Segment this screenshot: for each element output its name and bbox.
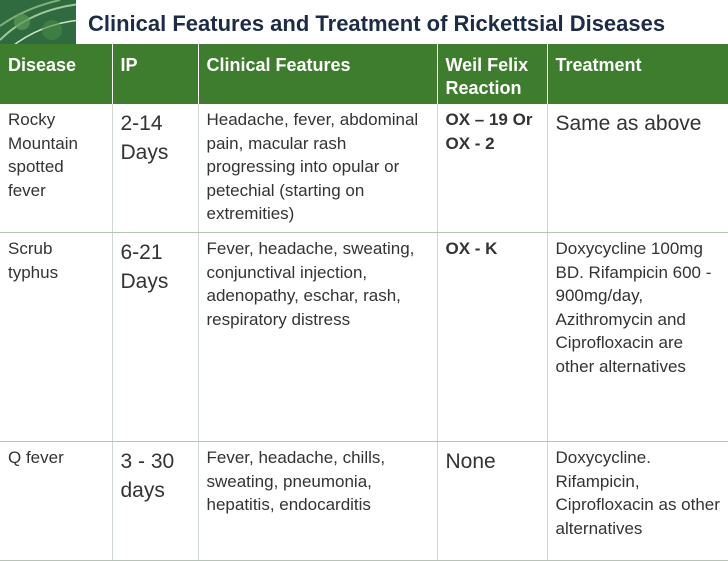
cell-ip: 2-14 Days <box>112 104 198 233</box>
leaf-pattern-icon <box>0 0 80 48</box>
cell-disease: Scrub typhus <box>0 233 112 442</box>
cell-weil-felix: None <box>437 442 547 561</box>
slide-logo <box>0 0 80 48</box>
header-clinical-features: Clinical Features <box>198 44 437 104</box>
cell-treatment: Doxycycline. Rifampicin, Ciprofloxacin as other alternatives <box>547 442 728 561</box>
cell-weil-felix: OX – 19 Or OX - 2 <box>437 104 547 233</box>
cell-weil-felix: OX - K <box>437 233 547 442</box>
cell-ip: 3 - 30 days <box>112 442 198 561</box>
table-row <box>0 233 728 442</box>
table-header-row <box>0 44 728 104</box>
cell-features: Headache, fever, abdominal pain, macular rash progressing into opular or petechial (starting on extremities) <box>198 104 437 233</box>
cell-features: Fever, headache, sweating, conjunctival injection, adenopathy, eschar, rash, respiratory distress <box>198 233 437 442</box>
cell-features: Fever, headache, chills, sweating, pneumonia, hepatitis, endocarditis <box>198 442 437 561</box>
header-ip: IP <box>112 44 198 104</box>
table-row <box>0 104 728 233</box>
cell-treatment: Same as above <box>547 104 728 233</box>
rickettsial-table <box>0 44 728 561</box>
header-weil-felix: Weil Felix Reaction <box>437 44 547 104</box>
cell-disease: Rocky Mountain spotted fever <box>0 104 112 233</box>
header-disease: Disease <box>0 44 112 104</box>
cell-disease: Q fever <box>0 442 112 561</box>
cell-treatment: Doxycycline 100mg BD. Rifampicin 600 - 900mg/day, Azithromycin and Ciprofloxacin are other alternatives <box>547 233 728 442</box>
table-row <box>0 442 728 561</box>
cell-ip: 6-21 Days <box>112 233 198 442</box>
header-treatment: Treatment <box>547 44 728 104</box>
slide-title: Clinical Features and Treatment of Rickettsial Diseases <box>88 11 666 36</box>
